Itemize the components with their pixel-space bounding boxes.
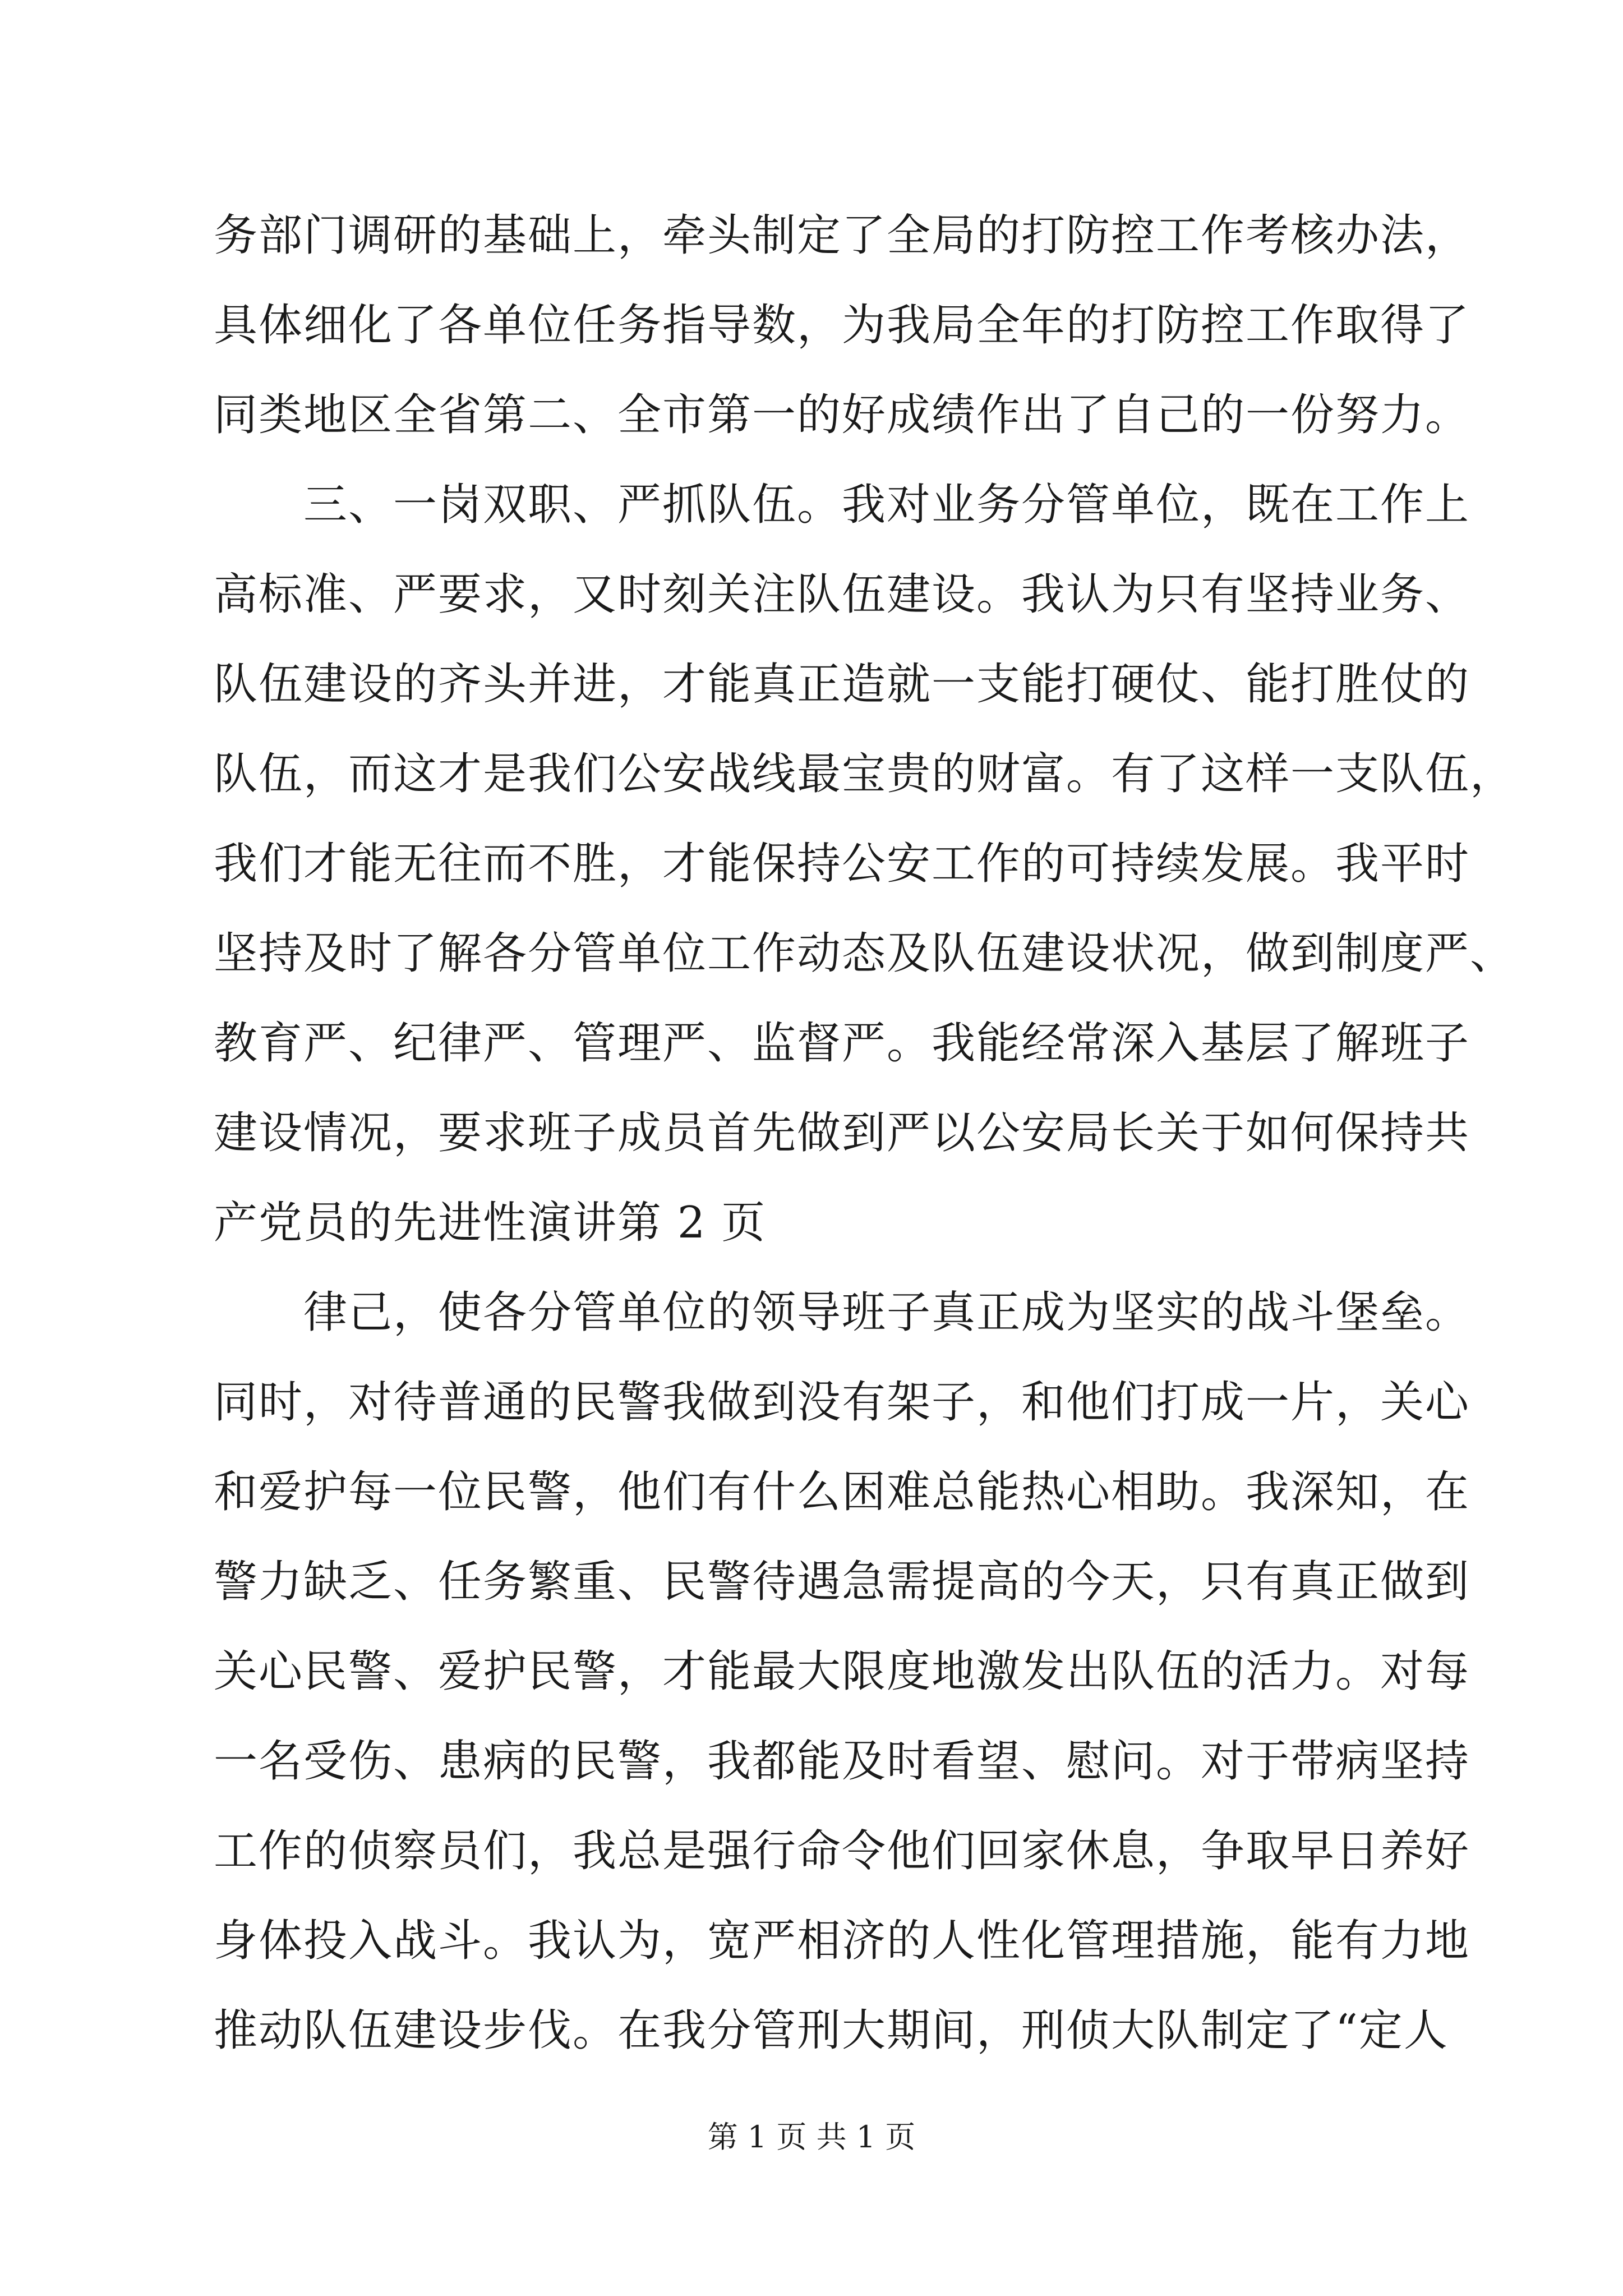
text-line-4: 三、一岗双职、严抓队伍。我对业务分管单位，既在工作上 bbox=[214, 480, 1470, 530]
text-line-15: 和爱护每一位民警，他们有什么困难总能热心相助。我深知，在 bbox=[214, 1467, 1470, 1517]
text-line-5: 高标准、严要求，又时刻关注队伍建设。我认为只有坚持业务、 bbox=[214, 569, 1470, 620]
text-line-13: 律己，使各分管单位的领导班子真正成为坚实的战斗堡垒。 bbox=[214, 1287, 1470, 1338]
text-line-11: 建设情况，要求班子成员首先做到严以公安局长关于如何保持共 bbox=[214, 1108, 1470, 1158]
text-line-6: 队伍建设的齐头并进，才能真正造就一支能打硬仗、能打胜仗的 bbox=[214, 659, 1470, 710]
text-line-12: 产党员的先进性演讲第 2 页 bbox=[214, 1198, 767, 1248]
page-footer: 第 1 页 共 1 页 bbox=[707, 2119, 916, 2155]
text-line-16: 警力缺乏、任务繁重、民警待遇急需提高的今天，只有真正做到 bbox=[214, 1557, 1470, 1607]
text-line-20: 身体投入战斗。我认为，宽严相济的人性化管理措施，能有力地 bbox=[214, 1916, 1470, 1966]
text-line-9: 坚持及时了解各分管单位工作动态及队伍建设状况，做到制度严、 bbox=[214, 928, 1515, 979]
text-line-7: 队伍，而这才是我们公安战线最宝贵的财富。有了这样一支队伍， bbox=[214, 749, 1515, 799]
text-line-19: 工作的侦察员们，我总是强行命令他们回家休息，争取早日养好 bbox=[214, 1826, 1470, 1876]
text-line-17: 关心民警、爱护民警，才能最大限度地激发出队伍的活力。对每 bbox=[214, 1646, 1470, 1697]
text-line-10: 教育严、纪律严、管理严、监督严。我能经常深入基层了解班子 bbox=[214, 1018, 1470, 1069]
text-line-3: 同类地区全省第二、全市第一的好成绩作出了自己的一份努力。 bbox=[214, 390, 1470, 440]
text-line-21: 推动队伍建设步伐。在我分管刑大期间，刑侦大队制定了“定人 bbox=[214, 2005, 1449, 2056]
text-line-1: 务部门调研的基础上，牵头制定了全局的打防控工作考核办法， bbox=[214, 210, 1470, 261]
text-line-14: 同时，对待普通的民警我做到没有架子，和他们打成一片，关心 bbox=[214, 1377, 1470, 1428]
text-line-2: 具体细化了各单位任务指导数，为我局全年的打防控工作取得了 bbox=[214, 300, 1470, 351]
text-line-18: 一名受伤、患病的民警，我都能及时看望、慰问。对于带病坚持 bbox=[214, 1736, 1470, 1787]
text-line-8: 我们才能无往而不胜，才能保持公安工作的可持续发展。我平时 bbox=[214, 839, 1470, 889]
